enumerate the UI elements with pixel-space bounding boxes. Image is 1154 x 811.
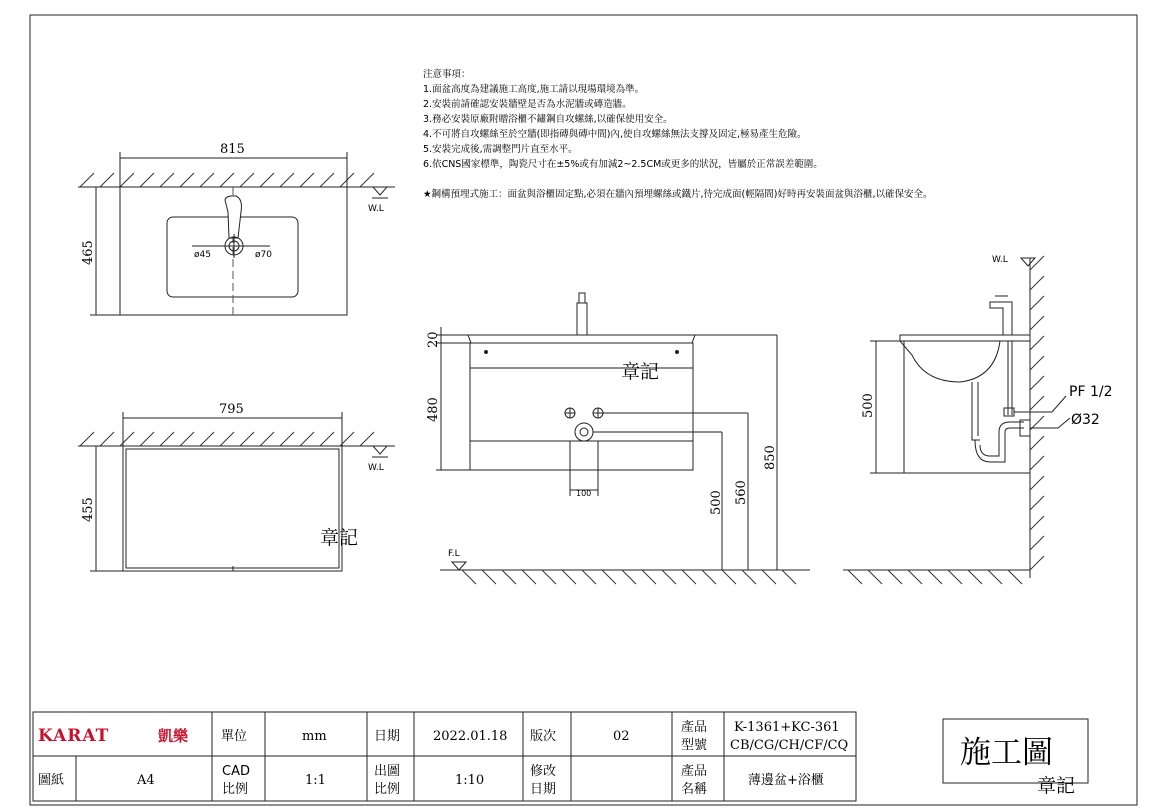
floor-hatch bbox=[848, 570, 1022, 584]
brand-logo: KARAT bbox=[38, 726, 110, 746]
model-label: 型號 bbox=[681, 738, 708, 753]
side-view bbox=[843, 256, 1070, 584]
dim-480: 480 bbox=[426, 397, 441, 422]
wall-hatch bbox=[80, 173, 374, 187]
model-value: CB/CG/CH/CF/CQ bbox=[730, 738, 849, 753]
date-value: 2022.01.18 bbox=[433, 729, 508, 744]
name-label: 名稱 bbox=[681, 782, 708, 797]
wl-label: W.L bbox=[368, 463, 384, 473]
stamp-text: 章記 bbox=[1037, 775, 1076, 797]
print-label: 比例 bbox=[374, 782, 401, 797]
print-value: 1:10 bbox=[455, 773, 485, 788]
dim-465: 465 bbox=[81, 240, 96, 265]
unit-value: mm bbox=[302, 729, 327, 744]
revise-label: 日期 bbox=[530, 782, 557, 797]
floor-hatch bbox=[462, 570, 796, 584]
cad-label: 比例 bbox=[222, 782, 249, 797]
version-label: 版次 bbox=[530, 729, 557, 744]
note-star: ★鋼構預埋式施工：面盆與浴櫃固定點,必須在牆內預埋螺絲或鐵片,待完成面(輕隔間)好時再安裝面盆與浴櫃,以確保安全。 bbox=[423, 189, 933, 200]
version-value: 02 bbox=[613, 729, 630, 744]
cad-label: CAD bbox=[222, 764, 250, 779]
dim-455: 455 bbox=[81, 497, 96, 522]
dim-500-side: 500 bbox=[861, 393, 876, 418]
model-label: 產品 bbox=[681, 720, 708, 735]
front-view bbox=[436, 293, 810, 584]
note-line: 4.不可將自攻螺絲至於空牆(即指磚與磚中間)內,使自攻螺絲無法支撐及固定,極易產生危險。 bbox=[423, 129, 807, 140]
brand-cn-logo: 凱樂 bbox=[158, 727, 189, 745]
note-line: 5.安裝完成後,需調整門片直至水平。 bbox=[423, 144, 578, 155]
dim-20: 20 bbox=[426, 331, 441, 348]
basin-top-view bbox=[78, 152, 395, 315]
pipe-label: Ø32 bbox=[1071, 412, 1100, 428]
dim-815: 815 bbox=[220, 142, 245, 157]
revise-label: 修改 bbox=[530, 764, 557, 779]
title-block bbox=[33, 712, 1088, 801]
paper-label: 圖紙 bbox=[38, 773, 65, 788]
pf-label: PF 1/2 bbox=[1069, 384, 1113, 400]
dim-100: 100 bbox=[576, 489, 592, 498]
dim-500: 500 bbox=[709, 490, 724, 515]
dim-795: 795 bbox=[219, 402, 244, 417]
model-value: K-1361+KC-361 bbox=[734, 720, 840, 735]
paper-value: A4 bbox=[137, 773, 155, 788]
cad-value: 1:1 bbox=[305, 773, 326, 788]
name-value: 薄邊盆+浴櫃 bbox=[748, 773, 824, 788]
note-line: 6.依CNS國家標準，陶瓷尺寸在±5%或有加減2~2.5CM或更多的狀況，皆屬於正常誤差範圍。 bbox=[423, 159, 823, 170]
dim-850: 850 bbox=[763, 445, 778, 470]
unit-label: 單位 bbox=[221, 729, 248, 744]
stamp-text: 章記 bbox=[621, 361, 660, 383]
stamp-text: 章記 bbox=[320, 527, 359, 549]
date-label: 日期 bbox=[374, 729, 401, 744]
wall-hatch bbox=[80, 432, 374, 446]
notes-block bbox=[423, 68, 933, 200]
note-line: 2.安裝前請確認安裝牆壁是否為水泥牆或磚造牆。 bbox=[423, 99, 632, 110]
note-line: 3.務必安裝原廠附贈浴櫃不鏽鋼自攻螺絲,以確保使用安全。 bbox=[423, 114, 673, 125]
dim-560: 560 bbox=[734, 480, 749, 505]
print-label: 出圖 bbox=[374, 764, 401, 779]
drawing-type: 施工圖 bbox=[960, 735, 1053, 771]
hole-45-label: ø45 bbox=[194, 250, 211, 260]
wall-hatch bbox=[1030, 256, 1044, 570]
hole-70-label: ø70 bbox=[255, 250, 272, 260]
name-label: 產品 bbox=[681, 764, 708, 779]
fl-label: F.L bbox=[448, 549, 460, 559]
note-line: 1.面盆高度為建議施工高度,施工請以現場環境為準。 bbox=[423, 84, 645, 95]
notes-title: 注意事項： bbox=[423, 69, 471, 80]
wl-label: W.L bbox=[992, 255, 1008, 265]
wl-label: W.L bbox=[368, 204, 384, 214]
